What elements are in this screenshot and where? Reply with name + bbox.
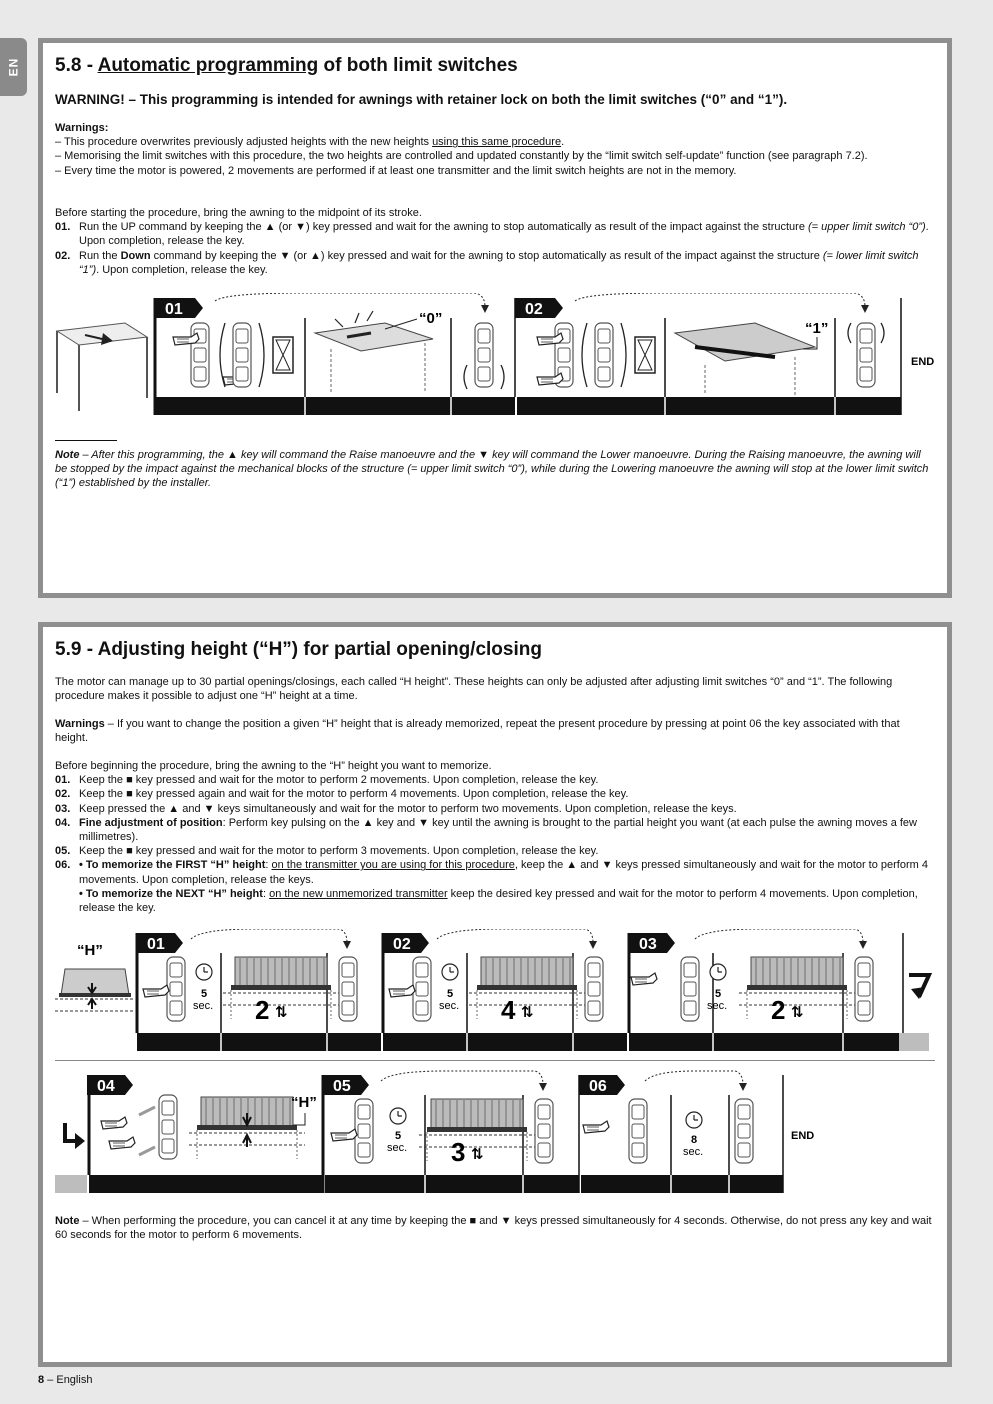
awning-closed-illustration [675,323,815,395]
h-label: “H” [291,1094,317,1111]
transmitter-icon [855,957,873,1021]
step-05-label: 05 [333,1078,351,1095]
transmitter-icon [355,1099,373,1163]
page-number: 8 [38,1374,45,1386]
seconds-unit: sec. [387,1142,408,1154]
procedure-intro: Before starting the procedure, bring the awning to the midpoint of its stroke. [55,207,422,219]
up-down-arrows: ⇅ [275,1003,288,1021]
clock-icon [710,964,726,980]
step-05: 05. Keep the ■ key pressed and wait for the motor to perform 3 movements. Upon completion, release the key. [55,845,599,858]
section-5-9 [38,622,952,1367]
transmitter-icon [233,323,251,387]
hand-icon [389,985,415,997]
up-down-arrows: ⇅ [521,1003,534,1021]
awning-h-illustration [55,969,135,1011]
transmitter-icon [595,323,613,387]
awning-open-illustration [315,311,433,393]
transmitter-icon [191,323,209,387]
procedure-steps [55,206,935,277]
clock-icon [390,1108,406,1124]
warnings-paragraph: Warnings – If you want to change the position a given “H” height that is already memorized, repeat the present procedure by pressing at point 06 the key associated with that height. [55,718,900,745]
hand-icon [173,333,199,345]
note-5-9: Note – When performing the procedure, you can cancel it at any time by keeping the ■ and ▼ keys pressed simultaneously for 4 seconds. Otherwise, do not press any key and wait 60 seconds for the motor to perform 6 movements. [55,1215,932,1242]
warning-item: – This procedure overwrites previously adjusted heights with the new heights using this same procedure. [55,136,565,149]
transmitter-icon [475,323,493,387]
limit-1-label: “1” [805,320,829,337]
step-04: 04. Fine adjustment of position: Perform key pulsing on the ▲ key and ▼ key until the awning is brought to the partial height you want (at each pulse the awning moves a few millimetres). [55,816,917,844]
transmitter-icon [413,957,431,1021]
step-03-label: 03 [639,936,657,953]
clock-icon [442,964,458,980]
section-5-9-title: 5.9 - Adjusting height (“H”) for partial opening/closing [55,639,542,660]
transmitter-icon [339,957,357,1021]
seconds-value: 5 [715,988,722,1000]
transmitter-icon [167,957,185,1021]
transmitter-icon [735,1099,753,1163]
procedure-steps [55,759,935,915]
page-footer [38,1374,92,1386]
seconds-unit: sec. [707,1000,728,1012]
transmitter-icon [629,1099,647,1163]
step-02: 02. Run the Down command by keeping the ▼ (or ▲) key pressed and wait for the awning to stop automatically as result of the impact against the structure (= lower limit switch “1”). Upon completion, release the key. [55,249,919,276]
pergola-illustration [57,323,147,411]
up-down-arrows: ⇅ [791,1003,804,1021]
step-06-next: • To memorize the NEXT “H” height: on the new unmemorized transmitter keep the desired key pressed and wait for the motor to perform 4 movements. Upon completion, release the key. [79,887,918,915]
h-height-figure-row-2 [55,1067,935,1197]
seconds-value: 5 [447,988,454,1000]
step-02-label: 02 [393,936,411,953]
step-01-label: 01 [147,936,165,953]
seconds-value: 5 [395,1130,402,1142]
seconds-unit: sec. [683,1146,704,1158]
warnings-heading: Warnings: [55,122,109,134]
hand-icon [537,373,563,385]
h-label: “H” [77,942,103,959]
movement-count: 3 [451,1137,466,1167]
note-rule [55,440,117,441]
step-01: 01. Keep the ■ key pressed and wait for the motor to perform 2 movements. Upon completion, release the key. [55,774,599,787]
seconds-unit: sec. [439,1000,460,1012]
up-down-arrows: ⇅ [471,1145,484,1163]
movement-count: 4 [501,995,516,1025]
end-label: END [911,356,935,368]
awning-partial-illustration [189,1097,305,1159]
hand-icon [631,973,657,985]
step-04-label: 04 [97,1078,115,1095]
procedure-intro: Before beginning the procedure, bring the awning to the “H” height you want to memorize. [55,760,492,772]
hand-icon [537,333,563,345]
clock-icon [196,964,212,980]
language-tab [0,38,27,96]
hourglass-icon [273,337,293,373]
limit-0-label: “0” [419,310,443,327]
hourglass-icon [635,337,655,373]
seconds-value: 8 [691,1134,698,1146]
transmitter-icon [159,1095,177,1159]
continue-arrow-icon [65,1123,85,1149]
hand-icon [331,1129,357,1141]
transmitter-icon [681,957,699,1021]
warning-item: – Memorising the limit switches with this procedure, the two heights are controlled and updated constantly by the “limit switch self-update” function (see paragraph 7.2). [55,150,868,163]
seconds-unit: sec. [193,1000,214,1012]
end-label: END [791,1130,815,1142]
seconds-value: 5 [201,988,208,1000]
warnings-list [55,121,935,178]
step-06: 06. • To memorize the FIRST “H” height: on the transmitter you are using for this procedure, keep the ▲ and ▼ keys pressed simultaneously and wait for the motor to perform 4 movements. Upon completion, release the keys. [55,859,928,886]
warning-heading: WARNING! – This programming is intended for awnings with retainer lock on both the limit switches (“0” and “1”). [55,92,788,107]
language-label: EN [6,57,21,77]
section-5-8-title: 5.8 - Automatic programming of both limit switches [55,55,518,76]
step-01-label: 01 [165,301,183,318]
step-03: 03. Keep pressed the ▲ and ▼ keys simultaneously and wait for the motor to perform two movements. Upon completion, release the keys. [55,802,737,815]
step-06-label: 06 [589,1078,607,1095]
limit-switch-figure [55,293,935,423]
step-02-label: 02 [525,301,543,318]
note-5-8: Note – After this programming, the ▲ key will command the Raise manoeuvre and the ▼ key will command the Lower manoeuvre. During the Raising manoeuvre, the awning will be stopped by the impact against the mechanical blocks of the structure (= upper limit switch “0”), while during the Lowering manoeuvre the awning will stop at the lower limit switch (“1”) established by the installer. [55,449,929,490]
step-01: 01. Run the UP command by keeping the ▲ (or ▼) key pressed and wait for the awning to stop automatically as result of the impact against the structure (= upper limit switch “0”). Upon completion, release the key. [55,221,929,248]
hand-icon [143,985,169,997]
continue-arrow-icon [909,975,929,999]
transmitter-icon [857,323,875,387]
figure-divider [55,1060,935,1061]
hand-icon [109,1137,135,1149]
step-02: 02. Keep the ■ key pressed again and wait for the motor to perform 4 movements. Upon completion, release the key. [55,788,629,801]
movement-count: 2 [255,995,270,1025]
transmitter-icon [585,957,603,1021]
hand-icon [583,1121,609,1133]
section-5-8 [38,38,952,598]
hand-icon [101,1117,127,1129]
transmitter-icon [535,1099,553,1163]
footer-language: – English [44,1374,93,1386]
warning-item: – Every time the motor is powered, 2 movements are performed if at least one transmitter and the limit switch heights are not in the memory. [55,164,737,177]
clock-icon [686,1112,702,1128]
h-height-figure-row-1 [55,929,935,1057]
movement-count: 2 [771,995,786,1025]
intro-paragraph: The motor can manage up to 30 partial openings/closings, each called “H height”. These heights can only be adjusted after adjusting limit switches “0” and “1”. The following procedure makes it possible to adjust one “H” height at a time. [55,676,893,703]
